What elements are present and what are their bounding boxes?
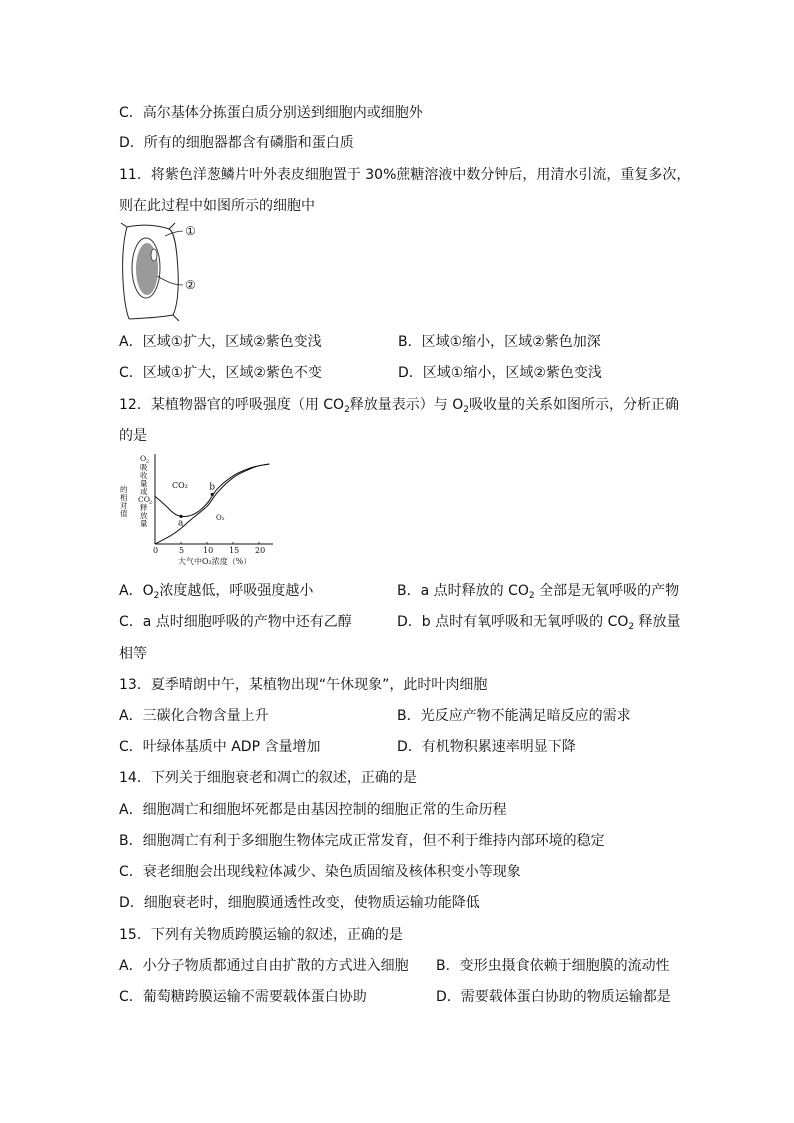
q12-option-d: D．b 点时有氧呼吸和无氧呼吸的 $CO_2$ 释放量	[397, 614, 681, 632]
q15-option-d: D．需要载体蛋白协助的物质运输都是	[436, 989, 671, 1005]
svg-text:收: 收	[140, 471, 148, 480]
q11-stem-line1: 11．将紫色洋葱鳞片叶外表皮细胞置于 30%蔗糖溶液中数分钟后，用清水引流，重复多次，	[119, 167, 691, 183]
point-a-label: a	[178, 518, 184, 529]
q12-option-b: B．a 点时释放的 $CO_2$ 全部是无氧呼吸的产物	[397, 583, 680, 601]
svg-text:的: 的	[120, 485, 128, 494]
chart-curves	[155, 464, 269, 544]
q14-option-b: B．细胞凋亡有利于多细胞生物体完成正常发育，但不利于维持内部环境的稳定	[119, 833, 605, 849]
q13-option-a: A．三碳化合物含量上升	[119, 708, 269, 724]
svg-text:值: 值	[120, 509, 128, 518]
x-tick-label: 10	[203, 546, 214, 555]
series-label-co2: CO₂	[172, 481, 188, 490]
q14-option-a: A．细胞凋亡和细胞坏死都是由基因控制的细胞正常的生命历程	[119, 802, 507, 818]
cell-wall-bottom-right	[173, 315, 179, 321]
x-tick-label: 0	[153, 546, 159, 555]
q12-option-d-continued: 相等	[119, 646, 147, 662]
svg-text:O: O	[140, 454, 147, 463]
svg-text:2: 2	[149, 500, 153, 506]
chart-ylabel	[120, 454, 152, 528]
q11-option-c: C．区域①扩大，区域②紫色不变	[119, 365, 322, 381]
chart-xlabel: 大气中O₂浓度（%）	[178, 557, 252, 566]
x-tick-label: 5	[179, 546, 185, 555]
series-line-o2	[155, 464, 269, 544]
option-d-prev: D．所有的细胞器都含有磷脂和蛋白质	[119, 135, 354, 151]
x-tick-label: 20	[255, 546, 266, 555]
q12-option-a: A．$O_2$浓度越低，呼吸强度越小	[119, 583, 314, 601]
option-c-prev: C．高尔基体分拣蛋白质分别送到细胞内或细胞外	[119, 105, 423, 121]
svg-text:对: 对	[120, 501, 128, 510]
q15-stem: 15．下列有关物质跨膜运输的叙述，正确的是	[119, 927, 403, 943]
cell-wall-left	[123, 227, 129, 319]
q13-option-b: B．光反应产物不能满足暗反应的需求	[397, 708, 631, 724]
svg-text:量: 量	[140, 519, 148, 528]
q11-option-a: A．区域①扩大，区域②紫色变浅	[119, 334, 322, 350]
q12-stem-line2: 的是	[119, 428, 147, 444]
figure-label-2: ②	[185, 278, 196, 292]
point-b-marker	[211, 493, 214, 496]
q15-option-b: B．变形虫摄食依赖于细胞膜的流动性	[436, 958, 670, 974]
svg-text:释: 释	[140, 503, 148, 512]
q11-option-b: B．区域①缩小，区域②紫色加深	[398, 334, 601, 350]
q15-option-a: A．小分子物质都通过自由扩散的方式进入细胞	[119, 958, 409, 974]
q15-option-c: C．葡萄糖跨膜运输不需要载体蛋白协助	[119, 989, 367, 1005]
figure-label-1: ①	[185, 224, 196, 238]
q13-option-d: D．有机物积累速率明显下降	[397, 739, 576, 755]
respiration-chart	[118, 452, 278, 570]
svg-text:吸: 吸	[140, 463, 148, 472]
svg-text:CO: CO	[138, 495, 150, 504]
onion-cell-figure	[117, 221, 227, 321]
series-label-o2: O₂	[216, 514, 225, 522]
nucleus	[151, 249, 157, 261]
q11-option-d: D．区域①缩小，区域②紫色变浅	[398, 365, 602, 381]
cell-wall-top-right	[169, 223, 175, 229]
leader-line-2	[157, 276, 183, 285]
q13-option-c: C．叶绿体基质中 ADP 含量增加	[119, 739, 321, 755]
svg-text:2: 2	[146, 459, 150, 465]
q12-option-c: C．a 点时细胞呼吸的产物中还有乙醇	[119, 614, 352, 630]
q11-stem-line2: 则在此过程中如图所示的细胞中	[119, 198, 315, 214]
cell-wall-top-left	[121, 223, 127, 227]
q13-stem: 13．夏季晴朗中午，某植物出现“午休现象”，此时叶肉细胞	[119, 677, 488, 693]
leader-line-1	[165, 231, 183, 236]
x-tick-label: 15	[229, 546, 240, 555]
q14-option-c: C．衰老细胞会出现线粒体减少、染色质固缩及核体积变小等现象	[119, 864, 521, 880]
svg-text:放: 放	[140, 511, 148, 520]
point-b-label: b	[209, 482, 215, 493]
svg-text:量: 量	[140, 479, 148, 488]
svg-text:或: 或	[140, 487, 148, 496]
svg-text:相: 相	[120, 493, 128, 502]
q14-stem: 14．下列关于细胞衰老和凋亡的叙述，正确的是	[119, 770, 417, 786]
q12-stem-line1: 12．某植物器官的呼吸强度（用 $CO_2$释放量表示）与 $O_2$吸收量的关系如图所示，分析正确	[119, 397, 680, 415]
q14-option-d: D．细胞衰老时，细胞膜通透性改变，使物质运输功能降低	[119, 895, 480, 911]
